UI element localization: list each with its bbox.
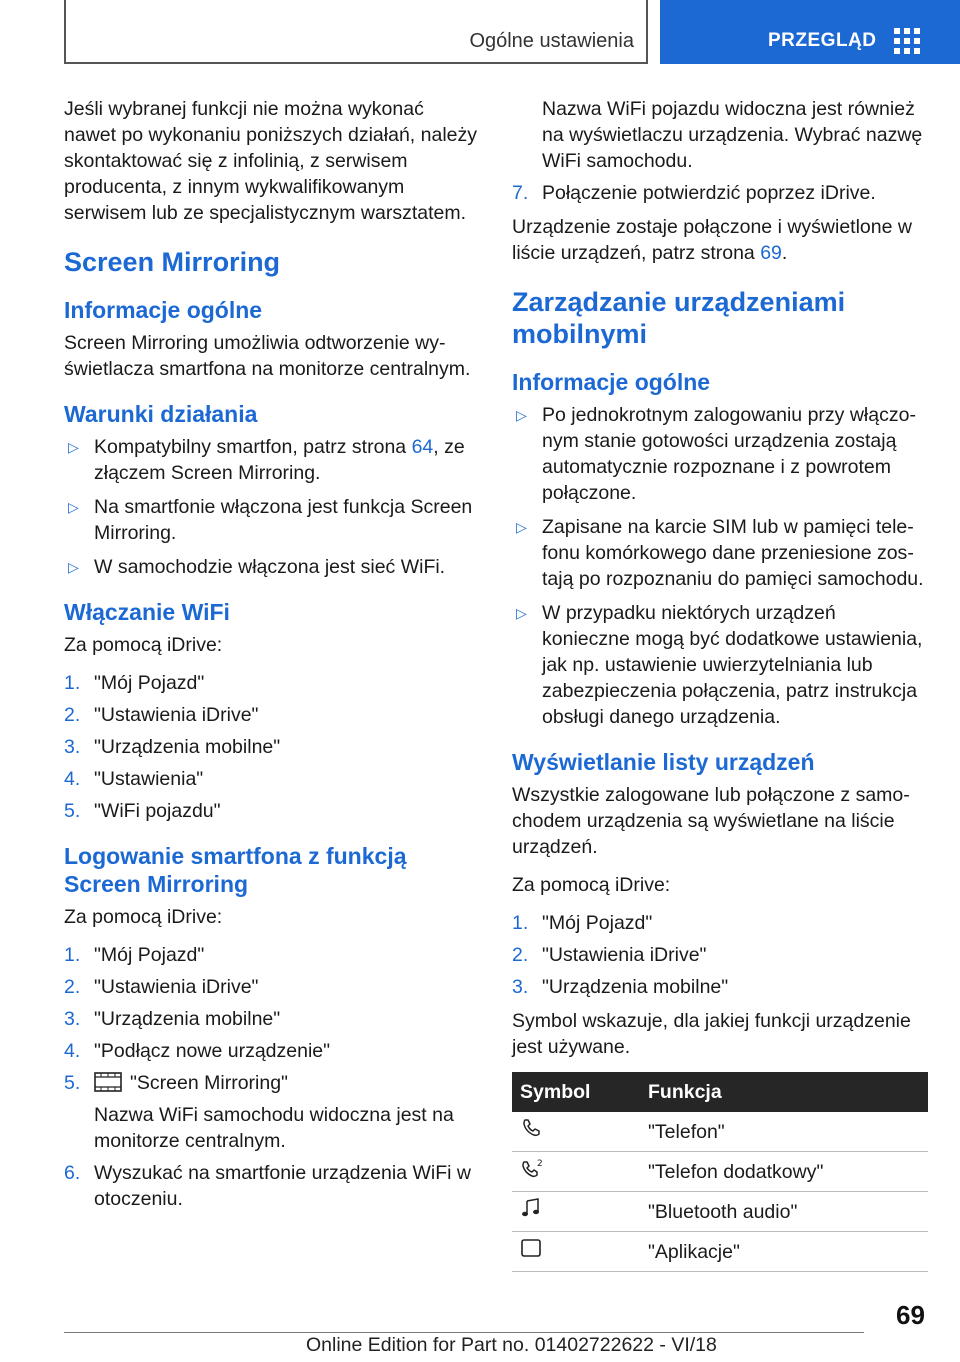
symbol-cell: [512, 1192, 640, 1232]
intro-paragraph: Jeśli wybranej funkcji nie można wykonać nawet po wykonaniu poniższych działań, należy skontaktować się z infolinią, z serwisem producenta, z innym wykwalifikowanym serwisem lub ze specjalistycznym warsztatem.: [64, 98, 477, 224]
list-item: ▷ W samochodzie włączona jest sieć WiFi.: [68, 556, 446, 578]
screen-mirroring-icon: [94, 1072, 122, 1092]
heading-conditions: Warunki działania: [64, 401, 258, 427]
symbol-paragraph: Symbol wskazuje, dla jakiej funkcji urządzenie jest używane.: [512, 1010, 911, 1058]
step5-note: Nazwa WiFi samochodu widoczna jest na monitorze centralnym.: [94, 1104, 454, 1152]
list-item: ▷ Kompatybilny smartfon, patrz strona 64, ze złączem Screen Mirroring.: [68, 436, 465, 484]
triangle-bullet-icon: ▷: [68, 499, 79, 515]
list-item: 3. "Urządzenia mobilne": [512, 976, 729, 998]
column-header-symbol: Symbol: [512, 1072, 640, 1112]
list-item: Nazwa WiFi pojazdu widoczna jest również na wyświetlaczu urządzenia. Wybrać nazwę WiFi samochodu.: [542, 98, 923, 172]
list-paragraph: Wszystkie zalogowane lub połączone z samochodem urządzenia są wyświetlane na liście urządzeń.: [512, 784, 910, 858]
symbol-cell: [512, 1232, 640, 1272]
phone-icon: [520, 1117, 542, 1139]
column-header-function: Funkcja: [640, 1072, 928, 1112]
list-item: 2. "Ustawienia iDrive": [64, 976, 259, 998]
triangle-bullet-icon: ▷: [516, 519, 527, 535]
heading-login-smartphone: Logowanie smartfona z funkcją Screen Mirroring: [64, 843, 407, 897]
overview-nav-button[interactable]: [660, 0, 960, 64]
function-cell: "Telefon": [640, 1112, 928, 1152]
grid-icon: [894, 28, 920, 54]
table-row: [512, 1232, 928, 1272]
heading-general-info: Informacje ogólne: [64, 297, 263, 323]
info-bullets: [512, 402, 928, 730]
login-steps: [64, 942, 480, 1212]
heading-screen-mirroring: Screen Mirroring: [64, 247, 281, 277]
list-item: ▷ Na smartfonie włączona jest funkcja Screen Mirroring.: [68, 496, 473, 544]
symbol-table: [512, 1072, 928, 1272]
page-link-64[interactable]: 64: [411, 436, 434, 458]
overview-nav-label: PRZEGLĄD: [768, 30, 877, 51]
list-item: 4. "Ustawienia": [64, 768, 204, 790]
list-item: 1. "Mój Pojazd": [64, 672, 205, 694]
page-header: [0, 0, 960, 66]
heading-manage-devices: Zarządzanie urządzeniami mobilnymi: [512, 287, 846, 349]
info-paragraph: Screen Mirroring umożliwia odtworzenie wyświetlacza smartfona na monitorze centralnym.: [64, 332, 471, 380]
login-intro: Za pomocą iDrive:: [64, 906, 223, 928]
header-section-box: [64, 0, 648, 64]
wifi-intro: Za pomocą iDrive:: [64, 634, 223, 656]
triangle-bullet-icon: ▷: [68, 439, 79, 455]
function-cell: "Aplikacje": [640, 1232, 928, 1272]
symbol-cell: [512, 1152, 640, 1192]
function-cell: "Telefon dodatkowy": [640, 1152, 928, 1192]
continued-steps: [512, 96, 928, 206]
heading-device-list: Wyświetlanie listy urządzeń: [512, 749, 815, 775]
list-item: 6. Wyszukać na smartfonie urządzenia WiFi w otoczeniu.: [64, 1162, 471, 1210]
app-square-icon: [520, 1237, 542, 1259]
heading-wifi-on: Włączanie WiFi: [64, 599, 230, 625]
section-title: Ogólne ustawienia: [469, 30, 634, 52]
list-item: 3. "Urządzenia mobilne": [64, 1008, 281, 1030]
list-item: 3. "Urządzenia mobilne": [64, 736, 281, 758]
right-column: [512, 96, 928, 1272]
triangle-bullet-icon: ▷: [516, 605, 527, 621]
edition-footer: Online Edition for Part no. 01402722622 - VI/18: [306, 1334, 717, 1356]
list-item: 2. "Ustawienia iDrive": [512, 944, 707, 966]
footer-divider: [64, 1332, 864, 1333]
list-item: ▷ Po jednokrotnym zalogowaniu przy włączonym stanie gotowości urządzenia zostają automatycznie rozpoznane i z powrotem połączone.: [516, 404, 916, 504]
list-steps: [512, 910, 928, 1000]
triangle-bullet-icon: ▷: [68, 559, 79, 575]
page-number: 69: [896, 1300, 925, 1330]
page-link-69[interactable]: 69: [760, 242, 782, 264]
list-item: 5. "Screen Mirroring" Nazwa WiFi samochodu widoczna jest na monitorze centralnym.: [64, 1070, 480, 1154]
table-row: [512, 1152, 928, 1192]
triangle-bullet-icon: ▷: [516, 407, 527, 423]
music-note-icon: [520, 1197, 542, 1219]
list-item: ▷ W przypadku niektórych urządzeń konieczne mogą być dodatkowe ustawienia, jak np. ustawienie uwierzytelniania lub zabezpieczenia połączenia, patrz instrukcja obsługi danego urządzenia.: [516, 602, 923, 728]
connected-paragraph: Urządzenie zostaje połączone i wyświetlone w liście urządzeń, patrz strona 69.: [512, 216, 912, 264]
list-intro: Za pomocą iDrive:: [512, 874, 671, 896]
conditions-list: [64, 434, 480, 580]
list-item: 1. "Mój Pojazd": [512, 912, 653, 934]
table-row: [512, 1112, 928, 1152]
list-item: 4. "Podłącz nowe urządzenie": [64, 1040, 331, 1062]
list-item: ▷ Zapisane na karcie SIM lub w pamięci telefonu komórkowego dane przeniesione zostają po rozpoznaniu do pamięci samochodu.: [516, 516, 924, 590]
table-row: [512, 1192, 928, 1232]
symbol-cell: [512, 1112, 640, 1152]
list-item: 7. Połączenie potwierdzić poprzez iDrive.: [512, 182, 876, 204]
function-cell: "Bluetooth audio": [640, 1192, 928, 1232]
list-item: 1. "Mój Pojazd": [64, 944, 205, 966]
phone-2-icon: [520, 1157, 544, 1179]
left-column: [64, 96, 480, 1220]
list-item: 5. "WiFi pojazdu": [64, 800, 221, 822]
svg-text:2: 2: [537, 1159, 543, 1169]
wifi-steps: [64, 670, 480, 824]
table-header-row: [512, 1072, 928, 1112]
heading-general-info-right: Informacje ogólne: [512, 369, 711, 395]
list-item: 2. "Ustawienia iDrive": [64, 704, 259, 726]
